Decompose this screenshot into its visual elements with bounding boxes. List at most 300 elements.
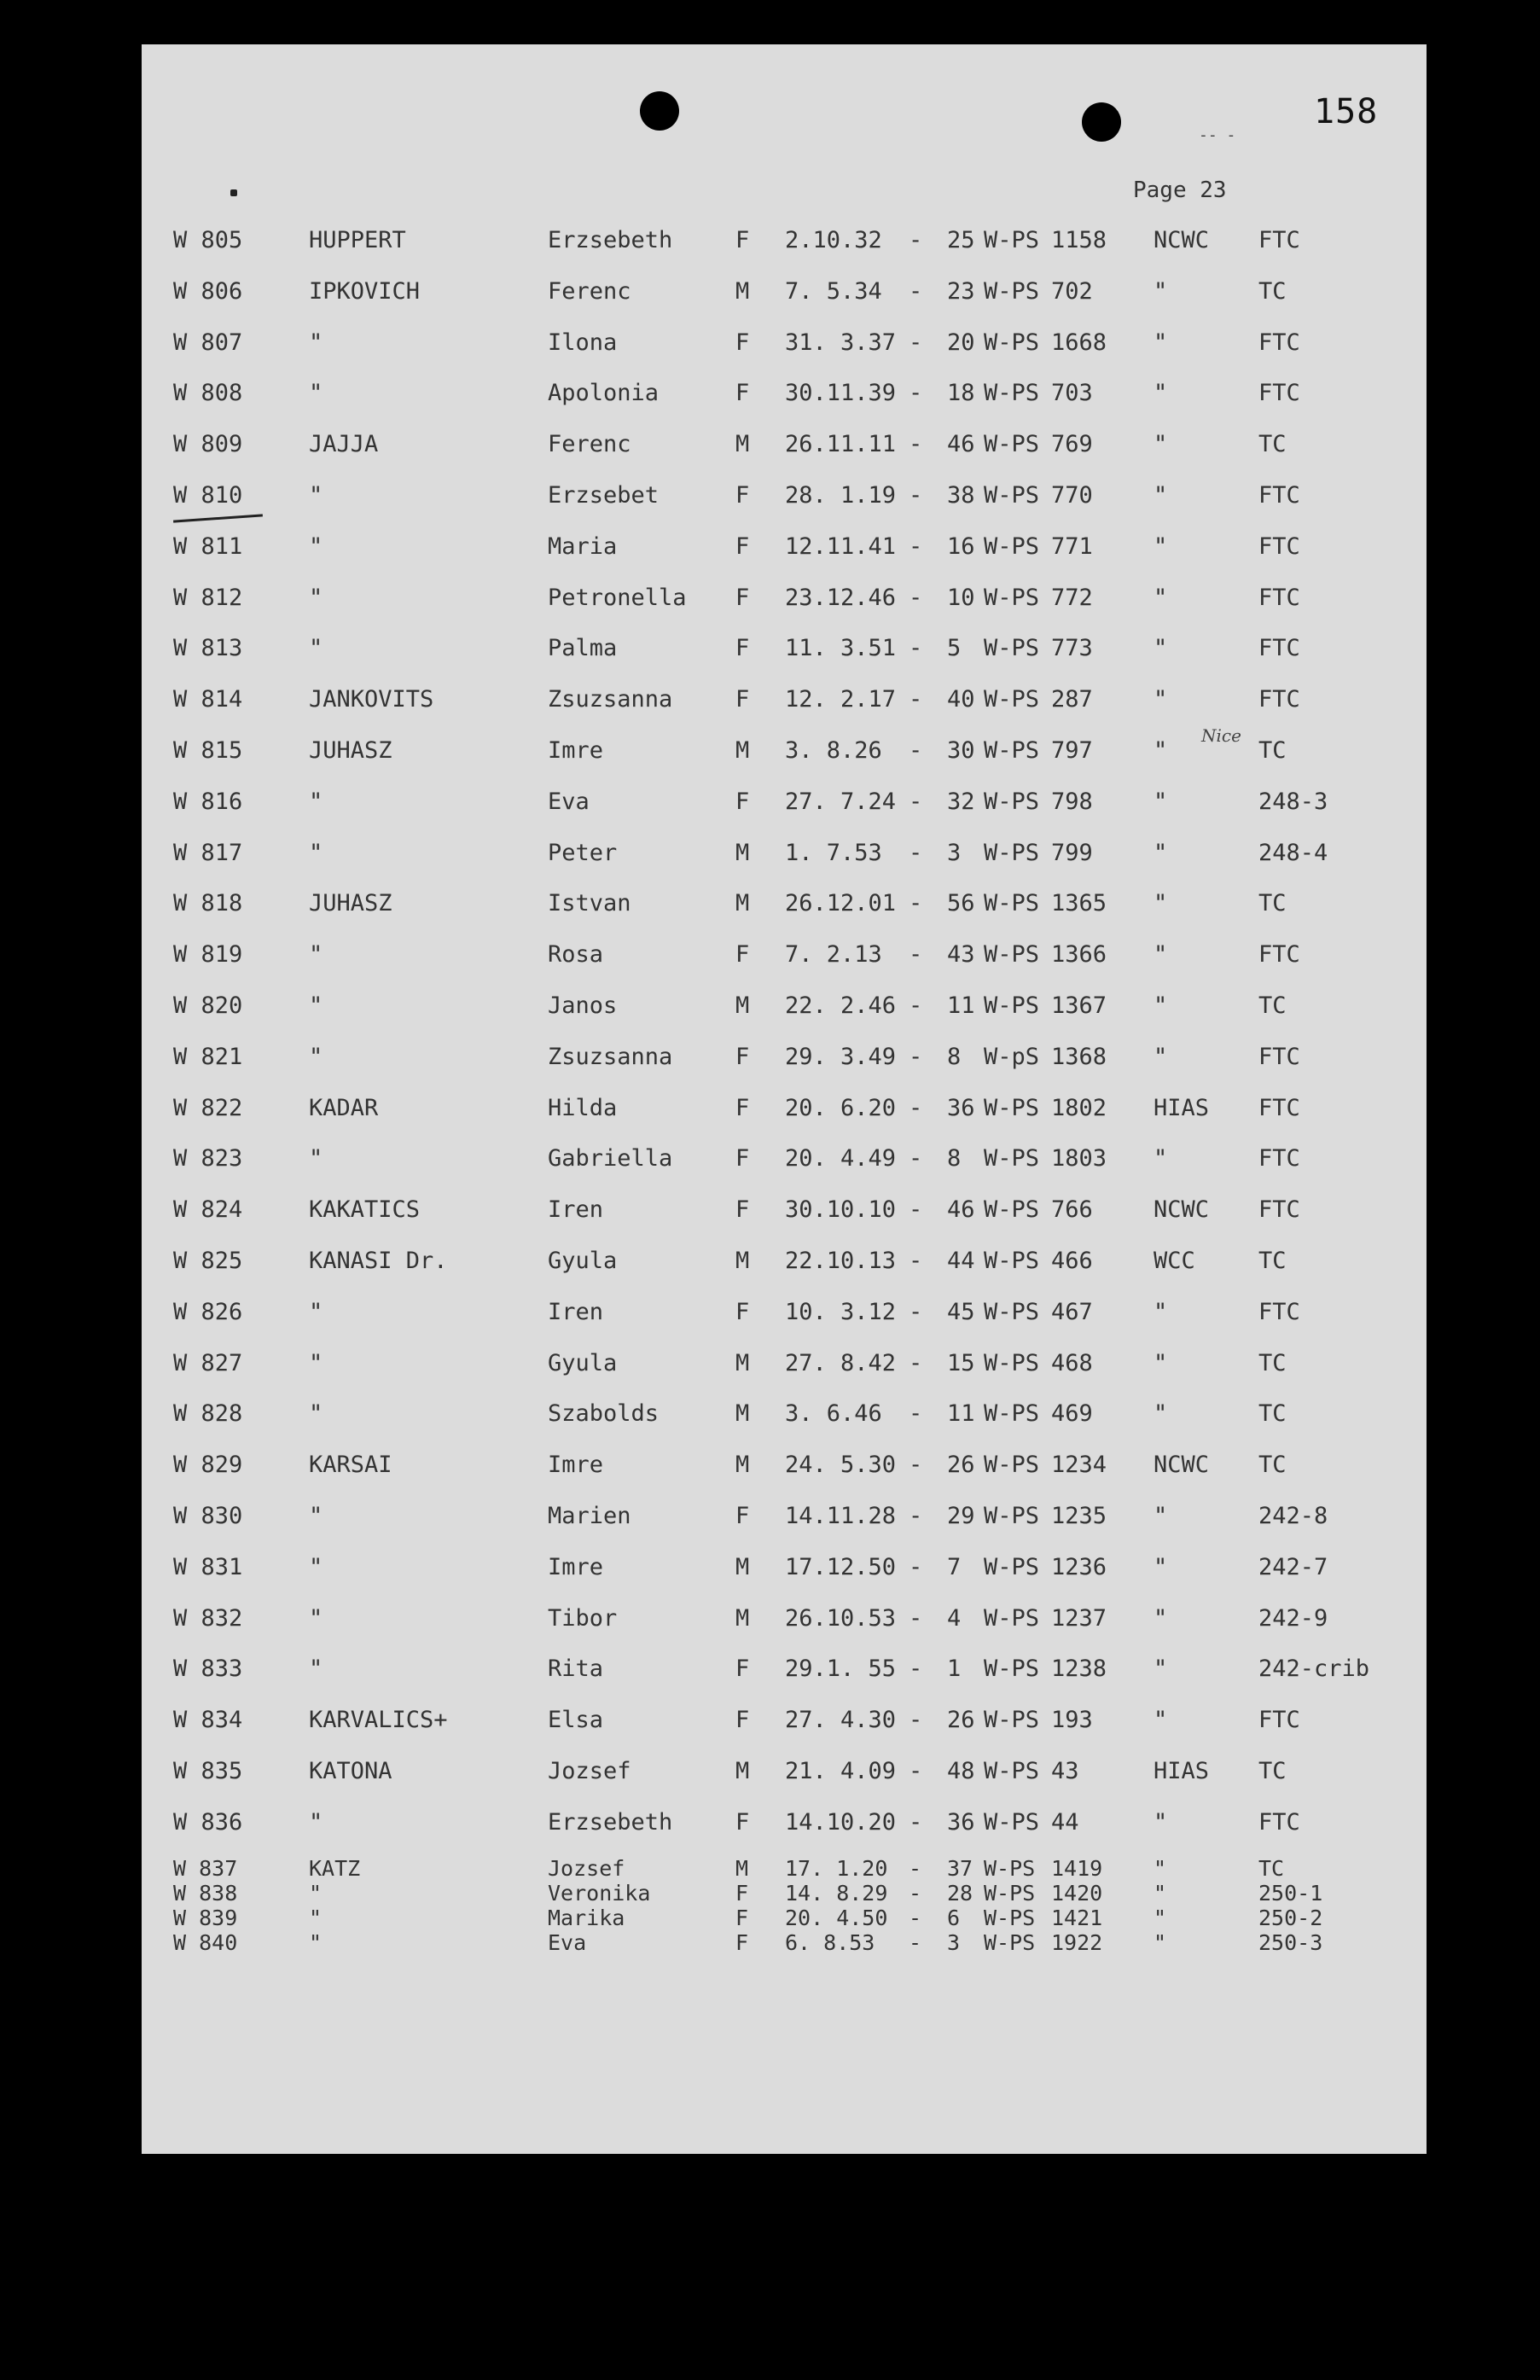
age: 10 [947, 584, 975, 611]
table-row [0, 431, 1540, 465]
wps-number: 1922 [1051, 1930, 1103, 1955]
age: 56 [947, 890, 975, 917]
birth-date: 17. 1.20 [785, 1856, 888, 1881]
birth-date: 21. 4.09 [785, 1758, 897, 1784]
table-row [0, 1095, 1540, 1129]
status: 248-4 [1258, 839, 1328, 866]
sex: F [735, 1656, 750, 1683]
wps-number: 1367 [1051, 992, 1107, 1019]
table-row [0, 1145, 1540, 1179]
wps-code: W-PS [984, 532, 1040, 560]
agency: " [1154, 1604, 1168, 1632]
record-id: W 839 [173, 1906, 238, 1930]
agency: " [1154, 941, 1168, 969]
status: 242-8 [1258, 1503, 1328, 1529]
surname: JAJJA [309, 431, 379, 458]
first-name: Eva [548, 1930, 587, 1955]
wps-number: 771 [1051, 532, 1093, 560]
sex: F [735, 1196, 750, 1224]
surname: " [309, 1503, 323, 1529]
birth-date: 22.10.13 [785, 1248, 897, 1274]
first-name: Apolonia [548, 380, 660, 407]
birth-date: 7. 5.34 [785, 277, 882, 305]
first-name: Iren [548, 1196, 604, 1224]
wps-number: 1237 [1051, 1604, 1107, 1632]
table-row [0, 1452, 1540, 1486]
age: 45 [947, 1298, 975, 1325]
surname: " [309, 1808, 323, 1836]
status: 248-3 [1258, 788, 1328, 815]
record-id: W 826 [173, 1298, 243, 1325]
wps-number: 1419 [1051, 1856, 1103, 1881]
status: 250-1 [1258, 1881, 1323, 1906]
separator: - [909, 1553, 923, 1580]
record-id: W 813 [173, 635, 243, 662]
status: FTC [1258, 1094, 1300, 1121]
record-id: W 815 [173, 737, 243, 764]
birth-date: 22. 2.46 [785, 992, 897, 1019]
first-name: Marika [548, 1906, 625, 1930]
status: FTC [1258, 941, 1300, 969]
sex: F [735, 1043, 750, 1070]
separator: - [909, 1856, 922, 1881]
age: 32 [947, 788, 975, 815]
agency: " [1154, 737, 1168, 764]
age: 38 [947, 482, 975, 509]
wps-code: W-PS [984, 1808, 1040, 1836]
separator: - [909, 1656, 923, 1683]
surname: " [309, 584, 323, 611]
wps-code: W-PS [984, 1553, 1040, 1580]
first-name: Zsuzsanna [548, 1043, 673, 1070]
agency: " [1154, 788, 1168, 815]
birth-date: 14. 8.29 [785, 1881, 888, 1906]
wps-number: 1366 [1051, 941, 1107, 969]
surname: " [309, 992, 323, 1019]
birth-date: 7. 2.13 [785, 941, 882, 969]
birth-date: 29.1. 55 [785, 1656, 897, 1683]
record-id: W 811 [173, 532, 243, 560]
agency: WCC [1154, 1248, 1195, 1274]
agency: " [1154, 584, 1168, 611]
birth-date: 23.12.46 [785, 584, 897, 611]
agency: " [1154, 1553, 1168, 1580]
page-number: 158 [1314, 92, 1379, 131]
surname: " [309, 839, 323, 866]
birth-date: 6. 8.53 [785, 1930, 875, 1955]
record-id: W 821 [173, 1043, 243, 1070]
wps-number: 468 [1051, 1349, 1093, 1376]
age: 29 [947, 1503, 975, 1529]
birth-date: 31. 3.37 [785, 329, 897, 356]
record-id: W 806 [173, 277, 243, 305]
status: FTC [1258, 635, 1300, 662]
wps-code: W-PS [984, 839, 1040, 866]
table-row [0, 482, 1540, 516]
age: 8 [947, 1043, 962, 1070]
wps-code: W-PS [984, 380, 1040, 407]
wps-code: W-PS [984, 686, 1040, 713]
surname: " [309, 1906, 323, 1930]
table-row [0, 329, 1540, 364]
age: 40 [947, 686, 975, 713]
surname: HUPPERT [309, 227, 406, 253]
first-name: Erzsebeth [548, 1808, 673, 1836]
agency: NCWC [1154, 227, 1210, 253]
record-id: W 833 [173, 1656, 243, 1683]
record-id: W 830 [173, 1503, 243, 1529]
agency: " [1154, 635, 1168, 662]
age: 15 [947, 1349, 975, 1376]
record-id: W 818 [173, 890, 243, 917]
separator: - [909, 1094, 923, 1121]
sex: F [735, 1707, 750, 1734]
surname: " [309, 1930, 323, 1955]
surname: IPKOVICH [309, 277, 421, 305]
surname: JUHASZ [309, 890, 392, 917]
wps-number: 703 [1051, 380, 1093, 407]
birth-date: 20. 6.20 [785, 1094, 897, 1121]
wps-code: W-PS [984, 482, 1040, 509]
separator: - [909, 1248, 923, 1274]
separator: - [909, 1881, 922, 1906]
status: FTC [1258, 329, 1300, 356]
table-row [0, 941, 1540, 975]
birth-date: 2.10.32 [785, 227, 882, 253]
table-row [0, 840, 1540, 874]
sex: F [735, 941, 750, 969]
first-name: Petronella [548, 584, 687, 611]
first-name: Elsa [548, 1707, 604, 1734]
wps-number: 469 [1051, 1400, 1093, 1428]
age: 28 [947, 1881, 973, 1906]
sex: M [735, 1452, 750, 1479]
first-name: Iren [548, 1298, 604, 1325]
separator: - [909, 1452, 923, 1479]
age: 11 [947, 992, 975, 1019]
wps-code: W-PS [984, 584, 1040, 611]
table-row [0, 533, 1540, 567]
sex: F [735, 380, 750, 407]
wps-number: 287 [1051, 686, 1093, 713]
wps-number: 1235 [1051, 1503, 1107, 1529]
agency: " [1154, 431, 1168, 458]
first-name: Jozsef [548, 1856, 625, 1881]
sex: M [735, 839, 750, 866]
table-row [0, 1196, 1540, 1231]
record-id: W 814 [173, 686, 243, 713]
record-id: W 805 [173, 227, 243, 253]
table-row [0, 992, 1540, 1027]
first-name: Maria [548, 532, 618, 560]
sex: M [735, 737, 750, 764]
separator: - [909, 1930, 922, 1955]
wps-code: W-PS [984, 1145, 1040, 1173]
wps-number: 798 [1051, 788, 1093, 815]
surname: " [309, 1553, 323, 1580]
surname: " [309, 788, 323, 815]
first-name: Eva [548, 788, 590, 815]
wps-code: W-PS [984, 1656, 1040, 1683]
agency: " [1154, 1707, 1168, 1734]
sex: F [735, 329, 750, 356]
surname: " [309, 1604, 323, 1632]
first-name: Imre [548, 1452, 604, 1479]
separator: - [909, 737, 923, 764]
birth-date: 20. 4.49 [785, 1145, 897, 1173]
age: 8 [947, 1145, 962, 1173]
wps-code: W-PS [984, 1707, 1040, 1734]
wps-number: 1365 [1051, 890, 1107, 917]
first-name: Imre [548, 1553, 604, 1580]
wps-code: W-PS [984, 1856, 1036, 1881]
birth-date: 3. 8.26 [785, 737, 882, 764]
birth-date: 26.10.53 [785, 1604, 897, 1632]
birth-date: 29. 3.49 [785, 1043, 897, 1070]
margin-note: Nice [1201, 725, 1241, 746]
surname: JUHASZ [309, 737, 392, 764]
surname: " [309, 1881, 323, 1906]
wps-number: 799 [1051, 839, 1093, 866]
separator: - [909, 1604, 923, 1632]
table-row [0, 1707, 1540, 1741]
sex: M [735, 1248, 750, 1274]
wps-code: W-PS [984, 890, 1040, 917]
wps-code: W-PS [984, 329, 1040, 356]
age: 46 [947, 431, 975, 458]
wps-number: 770 [1051, 482, 1093, 509]
table-row [0, 380, 1540, 414]
table-row [0, 1605, 1540, 1639]
agency: " [1154, 1349, 1168, 1376]
separator: - [909, 941, 923, 969]
surname: " [309, 1145, 323, 1173]
age: 4 [947, 1604, 962, 1632]
first-name: Ilona [548, 329, 618, 356]
birth-date: 10. 3.12 [785, 1298, 897, 1325]
status: FTC [1258, 1808, 1300, 1836]
wps-code: W-PS [984, 1298, 1040, 1325]
sex: F [735, 227, 750, 253]
status: FTC [1258, 686, 1300, 713]
table-row [0, 788, 1540, 823]
first-name: Zsuzsanna [548, 686, 673, 713]
status: 250-3 [1258, 1930, 1323, 1955]
age: 36 [947, 1094, 975, 1121]
wps-number: 1668 [1051, 329, 1107, 356]
table-row [0, 635, 1540, 669]
wps-number: 766 [1051, 1196, 1093, 1224]
birth-date: 27. 4.30 [785, 1707, 897, 1734]
table-row [0, 1656, 1540, 1690]
status: TC [1258, 992, 1287, 1019]
sex: M [735, 1349, 750, 1376]
age: 25 [947, 227, 975, 253]
status: TC [1258, 277, 1287, 305]
record-id: W 829 [173, 1452, 243, 1479]
status: TC [1258, 1758, 1287, 1784]
wps-code: W-PS [984, 788, 1040, 815]
sex: F [735, 1094, 750, 1121]
status: TC [1258, 1349, 1287, 1376]
wps-number: 1158 [1051, 227, 1107, 253]
record-id: W 812 [173, 584, 243, 611]
age: 3 [947, 1930, 961, 1955]
record-id: W 823 [173, 1145, 243, 1173]
first-name: Gyula [548, 1248, 618, 1274]
surname: " [309, 329, 323, 356]
sex: F [735, 1808, 750, 1836]
separator: - [909, 482, 923, 509]
wps-code: W-PS [984, 1881, 1036, 1906]
surname: " [309, 1349, 323, 1376]
wps-number: 1234 [1051, 1452, 1107, 1479]
separator: - [909, 686, 923, 713]
age: 3 [947, 839, 962, 866]
record-id: W 837 [173, 1856, 238, 1881]
first-name: Peter [548, 839, 618, 866]
table-row [0, 1554, 1540, 1588]
sex: F [735, 788, 750, 815]
separator: - [909, 1043, 923, 1070]
age: 30 [947, 737, 975, 764]
birth-date: 3. 6.46 [785, 1400, 882, 1428]
wps-code: W-PS [984, 1604, 1040, 1632]
wps-code: W-pS [984, 1043, 1040, 1070]
agency: NCWC [1154, 1196, 1210, 1224]
first-name: Gabriella [548, 1145, 673, 1173]
record-id: W 820 [173, 992, 243, 1019]
record-id: W 831 [173, 1553, 243, 1580]
separator: - [909, 1906, 922, 1930]
surname: KADAR [309, 1094, 379, 1121]
wps-number: 773 [1051, 635, 1093, 662]
first-name: Rosa [548, 941, 604, 969]
sex: F [735, 1298, 750, 1325]
age: 1 [947, 1656, 962, 1683]
wps-number: 1803 [1051, 1145, 1107, 1173]
surname: " [309, 1298, 323, 1325]
status: 250-2 [1258, 1906, 1323, 1930]
wps-code: W-PS [984, 1094, 1040, 1121]
surname: KANASI Dr. [309, 1248, 448, 1274]
wps-code: W-PS [984, 227, 1040, 253]
agency: " [1154, 277, 1168, 305]
first-name: Imre [548, 737, 604, 764]
record-id: W 825 [173, 1248, 243, 1274]
first-name: Jozsef [548, 1758, 631, 1784]
agency: " [1154, 1298, 1168, 1325]
status: TC [1258, 890, 1287, 917]
record-id: W 807 [173, 329, 243, 356]
age: 36 [947, 1808, 975, 1836]
sex: F [735, 1881, 749, 1906]
wps-code: W-PS [984, 277, 1040, 305]
agency: NCWC [1154, 1452, 1210, 1479]
wps-code: W-PS [984, 635, 1040, 662]
header-stamp: -- - [1199, 126, 1236, 144]
surname: " [309, 635, 323, 662]
surname: KAKATICS [309, 1196, 421, 1224]
first-name: Tibor [548, 1604, 618, 1632]
agency: " [1154, 1856, 1167, 1881]
age: 44 [947, 1248, 975, 1274]
age: 48 [947, 1758, 975, 1784]
status: TC [1258, 431, 1287, 458]
separator: - [909, 1298, 923, 1325]
surname: " [309, 1656, 323, 1683]
sex: F [735, 686, 750, 713]
wps-code: W-PS [984, 1906, 1036, 1930]
birth-date: 20. 4.50 [785, 1906, 888, 1930]
age: 6 [947, 1906, 961, 1930]
separator: - [909, 1808, 923, 1836]
record-id: W 827 [173, 1349, 243, 1376]
agency: " [1154, 1906, 1167, 1930]
agency: " [1154, 1808, 1168, 1836]
agency: HIAS [1154, 1758, 1210, 1784]
status: FTC [1258, 482, 1300, 509]
wps-number: 467 [1051, 1298, 1093, 1325]
age: 26 [947, 1452, 975, 1479]
separator: - [909, 532, 923, 560]
separator: - [909, 1196, 923, 1224]
record-id: W 809 [173, 431, 243, 458]
wps-code: W-PS [984, 1248, 1040, 1274]
agency: " [1154, 1930, 1167, 1955]
wps-code: W-PS [984, 1503, 1040, 1529]
table-row [0, 1299, 1540, 1333]
table-row [0, 585, 1540, 619]
birth-date: 24. 5.30 [785, 1452, 897, 1479]
wps-number: 797 [1051, 737, 1093, 764]
separator: - [909, 992, 923, 1019]
record-id: W 835 [173, 1758, 243, 1784]
age: 20 [947, 329, 975, 356]
record-id: W 832 [173, 1604, 243, 1632]
record-id: W 828 [173, 1400, 243, 1428]
surname: KARSAI [309, 1452, 392, 1479]
first-name: Erzsebet [548, 482, 660, 509]
surname: KATZ [309, 1856, 361, 1881]
first-name: Palma [548, 635, 618, 662]
surname: " [309, 1400, 323, 1428]
agency: " [1154, 1400, 1168, 1428]
separator: - [909, 1758, 923, 1784]
sex: F [735, 635, 750, 662]
birth-date: 14.11.28 [785, 1503, 897, 1529]
table-row [0, 1758, 1540, 1792]
status: 242-crib [1258, 1656, 1370, 1683]
status: TC [1258, 1452, 1287, 1479]
table-row [0, 1350, 1540, 1384]
age: 7 [947, 1553, 962, 1580]
age: 18 [947, 380, 975, 407]
table-row [0, 686, 1540, 720]
agency: " [1154, 890, 1168, 917]
age: 26 [947, 1707, 975, 1734]
separator: - [909, 227, 923, 253]
status: FTC [1258, 380, 1300, 407]
birth-date: 11. 3.51 [785, 635, 897, 662]
agency: " [1154, 839, 1168, 866]
birth-date: 12. 2.17 [785, 686, 897, 713]
status: TC [1258, 1400, 1287, 1428]
agency: " [1154, 1503, 1168, 1529]
sex: M [735, 431, 750, 458]
record-id: W 816 [173, 788, 243, 815]
birth-date: 26.11.11 [785, 431, 897, 458]
